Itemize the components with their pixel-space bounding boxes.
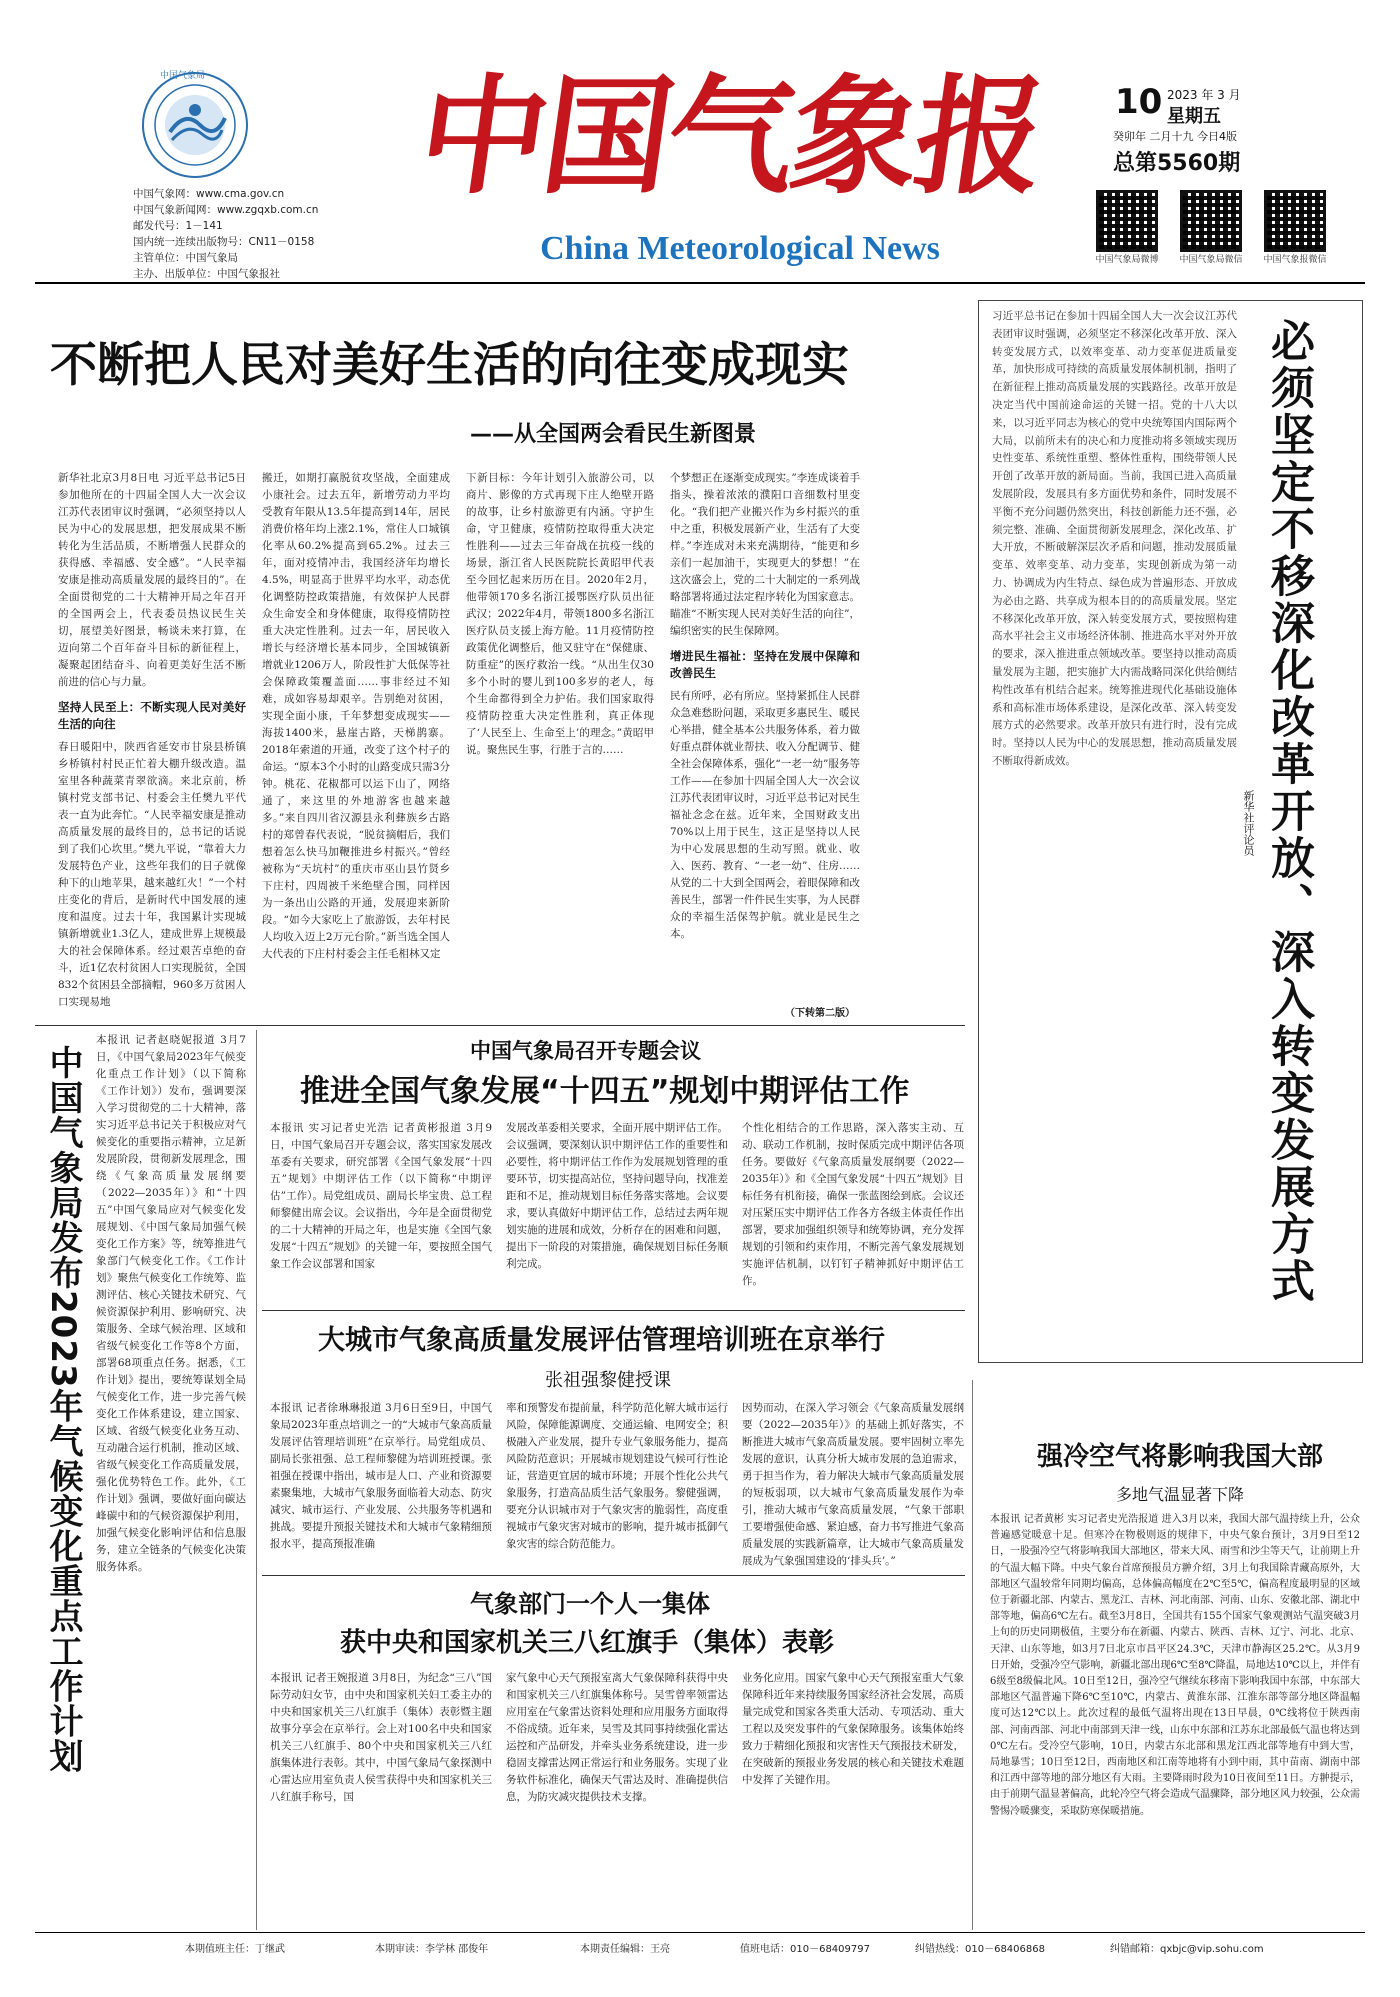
award-column-2: 家气象中心天气预报室离大气象保障科获得中央和国家机关三八红旗集体称号。吴雪曾率领雷达应用室在气象雷达资料处理和应用服务方面取得不俗成绩。近年来，吴雪及其同事持续强化雷达运控和产品研发，并牵头业务系统建设，进一步稳固支撑雷达网正常运行和业务服务。实现了业务软件标准化，确保天气雷达及时、准确提供信息，为防灾减灾提供技术支撑。 <box>506 1672 728 1803</box>
climate-plan-title: 中国气象局发布2023年气候变化重点工作计划 <box>43 1045 83 1774</box>
wechat-qr-code[interactable] <box>1180 190 1242 252</box>
info-line: 中国气象新闻网：www.zgqxb.com.cn <box>133 204 319 216</box>
date-year-month: 2023 年 3 月 <box>1167 88 1241 102</box>
cold-air-headline: 强冷空气将影响我国大部 <box>1036 1442 1323 1472</box>
commentary-byline: 新华社评论员 <box>1242 790 1255 856</box>
issue-date <box>1115 82 1325 127</box>
footer-duty-editor: 本期值班主任：丁继武 <box>185 1944 285 1955</box>
publication-info <box>133 186 353 282</box>
footer-rule <box>35 1932 1365 1933</box>
climate-plan-text: 本报讯 记者赵晓妮报道 3月7日，《中国气象局2023年气候变化重点工作计划》（以下简称《工作计划》）发布，强调要深入学习贯彻党的二十大精神，落实习近平总书记关于积极应对气候变化的重要指示精神，立足新发展阶段，贯彻新发展理念，围绕《气象高质量发展纲要（2022—2035年）》和“十四五”中国气象局应对气候变化发展规划、《中国气象局加强气候变化工作方案》等，统筹推进气象部门气候变化工作。《工作计划》聚焦气候变化工作统筹、监测评估、核心关键技术研究、气候资源保护利用、影响研究、决策服务、全球气候治理、区域和省级气候变化工作等8个方面，部署68项重点任务。据悉，《工作计划》提出，要统筹谋划全局气候变化工作，进一步完善气候变化工作体系建设，建立国家、区域、省级气候变化业务互动、互动融合运行机制，推动区域、省级气候变化工作高质量发展，强化优势特色工作。此外，《工作计划》强调，要做好面向碳达峰碳中和的气候资源保护利用，加强气候变化影响评估和信息服务，建立全链条的气候变化决策服务体系。 <box>96 1034 246 1573</box>
meeting-column-1: 本报讯 实习记者史光浩 记者黄彬报道 3月9日，中国气象局召开专题会议，落实国家发展改革委有关要求，研究部署《全国气象发展“十四五”规划》中期评估工作（以下简称“中期评估”工作）。局党组成员、副局长毕宝贵、总工程师黎健出席会议。会议指出，今年是全面贯彻党的二十大精神的开局之年，也是实施《全国气象发展“十四五”规划》的关键一年，要按照全国气象工作会议部署和国家 <box>270 1122 492 1270</box>
lead-column-2: 搬迁，如期打赢脱贫攻坚战，全面建成小康社会。过去五年，新增劳动力平均受教育年限从13.5年提高到14年，居民消费价格年均上涨2.1%，常住人口城镇化率从60.2%提高到65.2%。过去三年，面对疫情冲击，我国经济年均增长4.5%，明显高于世界平均水平，动态优化调整防控政策措施，有效保护人民群众生命安全和身体健康，取得疫情防控重大决定性胜利。过去一年，居民收入增长与经济增长基本同步，全国城镇新增就业1206万人，阶段性扩大低保等社会保障政策覆盖面……事非经过不知难，成如容易却艰辛。告别绝对贫困，实现全面小康，千年梦想变成现实——海拔1400米，悬崖古路，天梯鹊寨。2018年索道的开通，改变了这个村子的命运。“原本3个小时的山路变成只需3分钟。桃花、花椒都可以运下山了，网络通了，来这里的外地游客也越来越多。”来自四川省汉源县永利彝族乡古路村的郑曾春代表说，“脱贫摘帽后，我们想着怎么快马加鞭推进乡村振兴。”曾经被称为“天坑村”的重庆市巫山县竹贤乡下庄村，四周被千米绝壁合围，同样因为一条出山公路的开通，发展迎来新阶段。“如今大家吃上了旅游饭，去年村民人均收入迈上2万元台阶。”新当选全国人大代表的下庄村村委会主任毛相林又定 <box>262 472 450 960</box>
lead-column-1 <box>58 470 246 1020</box>
commentary-title: 必须坚定不移深化改革开放、深入转变发展方式 <box>1263 318 1314 1305</box>
lead-column-3: 下新目标：今年计划引入旅游公司，以商片、影像的方式再现下庄人绝壁开路的故事，让乡村旅游更有内涵。守护生命，守卫健康，疫情防控取得重大决定性胜利——过去三年奋战在抗疫一线的场景，浙江省人民医院院长黄昭甲代表至今回忆起来历历在目。2020年2月，他带领170多名浙江援鄂医疗队员出征武汉；2022年4月，带领1800多名浙江医疗队员支援上海方舱。11月疫情防控政策优化调整后，他又驻守在“保健康、防重症”的医疗救治一线。“从出生仅30多个小时的婴儿到100多岁的老人，每个生命都得到全力护佑。我们国家取得疫情防控重大决定性胜利，真正体现了‘人民至上、生命至上’的理念。”黄昭甲说。聚焦民生事，行胜于言的…… <box>466 472 654 756</box>
section-heading: 坚持人民至上：不断实现人民对美好生活的向往 <box>58 700 246 731</box>
lead-paragraph: 新华社北京3月8日电 习近平总书记5日参加他所在的十四届全国人大一次会议江苏代表团审议时强调，“必须坚持以人民为中心的发展思想，把发展成果不断转化为生活品质，不断增强人民群众的获得感、幸福感、安全感”。“人民幸福安康是推动高质量发展的最终目的”。在全面贯彻党的二十大精神开局之年召开的全国两会上，代表委员热议民生关切，展望美好图景，畅谈未来打算，在迈向第二个百年奋斗目标的新征程上，凝聚起团结奋斗、向着更美好生活不断前进的信心与力量。 <box>58 472 246 688</box>
award-column-3: 业务化应用。国家气象中心天气预报室重大气象保障科近年来持续服务国家经济社会发展，高质量完成党和国家各类重大活动、专项活动、重大工程以及突发事件的气象保障服务。该集体始终致力于精细化预报和灾害性天气预报技术研发，在突破新的预报业务发展的核心和关键技术难题中发挥了关键作用。 <box>742 1672 964 1786</box>
info-line: 国内统一连续出版物号：CN11－0158 <box>133 236 315 248</box>
footer-reviewers: 本期审读：李学林 邵俊年 <box>375 1944 489 1955</box>
training-column-1: 本报讯 记者徐琳琳报道 3月6日至9日，中国气象局2023年重点培训之一的“大城市气象高质量发展评估管理培训班”在京举行。局党组成员、副局长张祖强、总工程师黎健为培训班授课。张祖强在授课中指出，城市是人口、产业和资源要素聚集地，大城市气象服务面临着大动态、防灾减灾、城市运行、产业发展、公共服务等机遇和挑战。要提升预报关键技术和大城市气象精细预报水平，提高预报准确 <box>270 1402 492 1550</box>
header-rule <box>35 282 1365 284</box>
section-heading: 增进民生福祉：坚持在发展中保障和改善民生 <box>670 649 860 680</box>
footer-editor: 本期责任编辑：王亮 <box>580 1944 670 1955</box>
date-day: 10 <box>1115 82 1163 122</box>
masthead-title: 中国气象报 <box>409 62 1051 212</box>
weibo-qr-code[interactable] <box>1096 190 1158 252</box>
qr-label: 中国气象局微博 <box>1095 255 1159 265</box>
lead-paragraph: 春日暖阳中，陕西省延安市甘泉县桥镇乡桥镇村村民正忙着大棚升级改造。温室里各种蔬菜青翠欲滴。来北京前，桥镇村党支部书记、村委会主任樊九平代表一直为此奔忙。“人民幸福安康是推动高质量发展的最终目的，总书记的话说到了我们心坎里。”樊九平说，“靠着大力发展特色产业，这些年我们的日子就像种下的山地苹果，越来越红火！”一个村庄变化的背后，是新时代中国发展的速度和温度。过去十年，我国累计实现城镇新增就业1.3亿人，建成世界上规模最大的社会保障体系。经过艰苦卓绝的奋斗，近1亿农村贫困人口实现脱贫，全国832个贫困县全部摘帽，960多万贫困人口实现易地 <box>58 741 246 1008</box>
footer-correction-hotline: 纠错热线：010－68406868 <box>915 1944 1045 1955</box>
issue-number: 总第5560期 <box>1113 151 1241 176</box>
cold-air-subheadline: 多地气温显著下降 <box>1115 1485 1244 1504</box>
weekday: 星期五 <box>1167 106 1221 127</box>
lead-headline: 不断把人民对美好生活的向往变成现实 <box>50 338 849 393</box>
footer-duty-phone: 值班电话：010－68409797 <box>740 1944 870 1955</box>
column-divider <box>972 1380 973 1930</box>
meeting-headline: 推进全国气象发展“十四五”规划中期评估工作 <box>300 1074 910 1109</box>
training-column-2: 率和预警发布提前量，科学防范化解大城市运行风险，保障能源调度、交通运输、电网安全；积极融入产业发展，提升专业气象服务能力，提高风险防范意识；开展城市规划建设气候可行性论证，营造更宜居的城市环境；开展个性化公共气象服务，打造高品质生活气象服务。黎健强调，要充分认识城市对于气象灾害的脆弱性，高度重视城市气象灾害对城市的影响，提升城市抵御气象灾害的综合防范能力。 <box>506 1402 728 1550</box>
info-line: 主办、出版单位：中国气象报社 <box>133 268 280 280</box>
meeting-column-2: 发展改革委相关要求，全面开展中期评估工作。会议强调，要深刻认识中期评估工作的重要性和必要性，将中期评估工作作为发展规划管理的重要环节，切实提高站位，坚持问题导向，找准差距和不足，推动规划目标任务落实落地。会议要求，要认真做好中期评估工作，总结过去两年规划实施的进展和成效，分析存在的困难和问题，提出下一阶段的对策措施，确保规划目标任务顺利完成。 <box>506 1122 728 1270</box>
award-headline-1: 气象部门一个人一集体 <box>470 1590 710 1618</box>
training-headline: 大城市气象高质量发展评估管理培训班在京举行 <box>318 1325 885 1356</box>
lead-subheadline: ——从全国两会看民生新图景 <box>470 422 757 447</box>
commentary-text: 习近平总书记在参加十四届全国人大一次会议江苏代表团审议时强调，必须坚定不移深化改革开放、深入转变发展方式，以效率变革、动力变革促进质量变革，加快形成可持续的高质量发展体制机制，指明了在新征程上推动高质量发展的实践路径。改革开放是决定当代中国前途命运的关键一招。党的十八大以来，以习近平同志为核心的党中央统筹国内国际两个大局，以前所未有的决心和力度推动将多领域实现历史性变革、系统性重塑、整体性重构，围绕带领人民开创了改革开放的新局面。当前，我国已进入高质量发展阶段，发展具有多方面优势和条件，同时发展不平衡不充分问题仍然突出，科技创新能力还不强，必须完整、准确、全面贯彻新发展理念，深化改革、扩大开放，不断破解深层次矛盾和问题，推动发展质量变革、效率变革、动力变革，实现创新成为第一动力、协调成为内生特点、绿色成为普遍形态、开放成为必由之路、共享成为根本目的的高质量发展。坚定不移深化改革开放，深入转变发展方式，要按照构建高水平社会主义市场经济体制、推进高水平对外开放的要求，深入推进重点领域改革。要坚持以推动高质量发展为主题，把实施扩大内需战略同深化供给侧结构性改革有机结合起来。统筹推进现代化基础设施体系和高标准市场体系建设，是深化改革、深入转变发展方式的必然要求。改革开放只有进行时，没有完成时。坚持以人民为中心的发展思想，推动高质量发展不断取得新成效。 <box>992 310 1237 767</box>
lead-paragraph: 个梦想正在逐渐变成现实。”李连成谈着手指头，操着浓浓的濮阳口音细数村里变化。“我们把产业搬兴作为乡村振兴的重中之重，积极发展新产业，生活有了大变样。”李连成对未来充满期待，“能更和乡亲们一起加油干，实现更大的梦想！”在这次盛会上，党的二十大制定的一系列战略部署将通过法定程序转化为国家意志。瞄准“不断实现人民对美好生活的向往”，编织密实的民生保障网。 <box>670 472 860 637</box>
footer <box>35 1940 1365 1960</box>
lunar-date: 癸卯年 二月十九 今日4版 <box>1113 130 1237 143</box>
cma-emblem-icon <box>140 70 250 180</box>
info-line: 主管单位：中国气象局 <box>133 252 238 264</box>
meeting-column-3: 个性化相结合的工作思路，深入落实主动、互动、联动工作机制，按时保质完成中期评估各项任务。要做好《气象高质量发展纲要（2022—2035年）》和《全国气象发展“十四五”规划》目标任务有机衔接，确保一张蓝图绘到底。会议还对压紧压实中期评估工作各方各级主体责任作出部署，要求加强组织领导和统筹协调，充分发挥规划的引领和约束作用，不断完善气象发展规划实施评估机制，以钉钉子精神抓好中期评估工作。 <box>742 1122 964 1287</box>
masthead-english: China Meteorological News <box>540 230 940 267</box>
lead-paragraph: 民有所呼，必有所应。坚持紧抓住人民群众急难愁盼问题，采取更多惠民生、暖民心举措，健全基本公共服务体系，着力做好重点群体就业帮扶、收入分配调节、健全社会保障体系，强化“一老一幼”服务等工作——在参加十四届全国人大一次会议江苏代表团审议时，习近平总书记对民生福祉念念在兹。近年来，全国财政支出70%以上用于民生，这正是坚持以人民为中心发展思想的生动写照。就业、收入、医药、教育、“一老一幼”、住房……从党的二十大到全国两会，着眼保障和改善民生，部署一件件民生实事，为人民群众的幸福生活保驾护航。就业是民生之本。 <box>670 690 860 940</box>
qr-label: 中国气象局微信 <box>1179 255 1243 265</box>
info-line: 中国气象网：www.cma.gov.cn <box>133 188 285 200</box>
cold-air-text: 本报讯 记者黄彬 实习记者史光浩报道 进入3月以来，我国大部气温持续上升，公众普遍感觉暖意十足。但寒冷在物极则返的规律下，中央气象台预计，3月9日至12日，一股强冷空气将影响我国大部地区，带来大风、雨雪和沙尘等天气，让前期上升的气温大幅下降。中央气象台首席预报员方翀介绍，3月上旬我国除青藏高原外，大部地区气温较常年同期均偏高，总体偏高幅度在2℃至5℃，偏高程度最明显的区域位于新疆北部、内蒙古、黑龙江、吉林、河北南部、河南、山东、安徽北部、湖北中部等地，偏高6℃左右。截至3月8日，全国共有155个国家气象观测站气温突破3月上旬的历史同期极值，主要分布在新疆、内蒙古、陕西、吉林、辽宁、河北、北京、天津、山东等地，如3月7日北京市昌平区24.3℃，天津市静海区25.2℃。从3月9日开始，受强冷空气影响，新疆北部出现6℃至8℃降温，局地达10℃以上，并伴有6级至8级偏北风。10日至12日，强冷空气继续东移南下影响我国中东部，中东部大部地区气温普遍下降6℃至10℃，内蒙古、黄淮东部、江淮东部等部分地区降温幅度可达12℃以上。此次过程的最低气温将出现在13日早晨，0℃线将位于陕西南部、河南西部、河北中南部到天津一线，山东中东部和江苏东北部最低气温也将达到0℃左右。受冷空气影响，10日，内蒙古东北部和黑龙江西北部等地有中到大雪，局地暴雪；10日至12日，西南地区和江南等地将有小到中雨，其中苗南、湖南中部和江西中部等地的部分地区有大雨。主要降雨时段为10日夜间至11日。方翀提示，由于前期气温显著偏高，此轮冷空气将会造成气温骤降，部分地区风力较强，公众需警惕冷暖骤变，采取防寒保暖措施。 <box>990 1514 1360 1817</box>
training-bottom-rule <box>262 1575 965 1576</box>
qr-label: 中国气象报微信 <box>1263 255 1327 265</box>
continued-note[interactable]: （下转第二版） <box>785 1008 855 1019</box>
training-column-3: 因势而动，在深入学习领会《气象高质量发展纲要（2022—2035年）》的基础上抓好落实，不断推进大城市气象高质量发展。要牢固树立率先发展的意识，认真分析大城市发展的急迫需求，勇于担当作为，着力解决大城市气象高质量发展的短板弱项，以大城市气象高质量发展作为牵引，推动大城市气象高质量发展，“气象干部职工要增强使命感、紧迫感，奋力书写推进气象高质量发展的实践新篇章，让大城市气象高质量发展成为气象强国建设的‘排头兵’。” <box>742 1402 964 1567</box>
meeting-kicker: 中国气象局召开专题会议 <box>470 1039 701 1063</box>
logo <box>140 70 250 180</box>
award-column-1: 本报讯 记者王婉报道 3月8日，为纪念“三八”国际劳动妇女节，由中央和国家机关妇工委主办的中央和国家机关三八红旗手（集体）表彰暨主题故事分享会在京举行。会上对100名中央和国家机关三八红旗手、80个中央和国家机关三八红旗集体进行表彰。其中，中国气象局气象探测中心雷达应用室负责人侯雪获得中央和国家机关三八红旗手称号，国 <box>270 1672 492 1803</box>
info-line: 邮发代号：1－141 <box>133 220 223 232</box>
column-divider <box>256 1030 257 1930</box>
training-subheadline: 张祖强黎健授课 <box>545 1370 671 1391</box>
logo-caption: 中国气象局 <box>160 71 206 81</box>
meeting-bottom-rule <box>262 1310 965 1311</box>
newspaper-wechat-qr-code[interactable] <box>1264 190 1326 252</box>
footer-correction-email[interactable]: 纠错邮箱：qxbjc@vip.sohu.com <box>1110 1944 1264 1955</box>
award-headline-2: 获中央和国家机关三八红旗手（集体）表彰 <box>340 1628 835 1658</box>
lead-bottom-rule <box>35 1025 965 1026</box>
lead-column-4 <box>670 470 860 1000</box>
